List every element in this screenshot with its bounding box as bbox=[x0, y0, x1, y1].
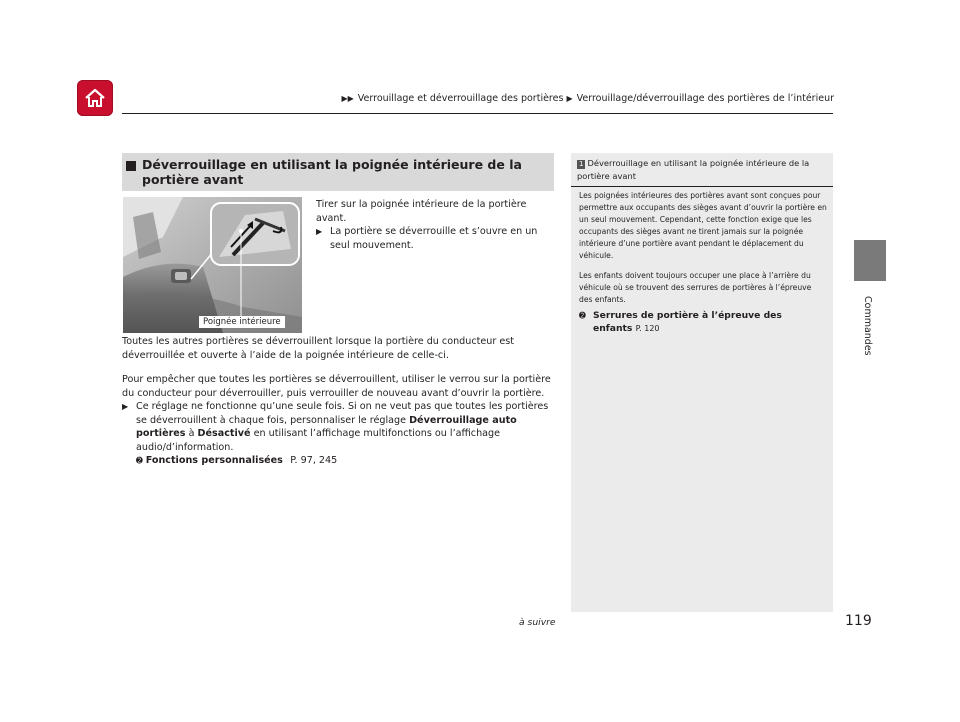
setting-name: Déverrouillage auto portières bbox=[136, 414, 517, 439]
notes-paragraph-2: Les enfants doivent toujours occuper une place à l’arrière du véhicule où se trouvent des serrures de portières à l’épreuve des enfants. bbox=[579, 271, 812, 304]
notes-number: 1 bbox=[579, 160, 584, 168]
header-rule bbox=[122, 113, 833, 114]
step-result bbox=[316, 225, 556, 252]
breadcrumb-item-interior[interactable]: Verrouillage/déverrouillage des portières de l’intérieur bbox=[576, 93, 834, 104]
home-icon bbox=[83, 86, 107, 110]
heading-square-icon bbox=[126, 161, 136, 171]
xref-arrow-icon: ➋ bbox=[579, 311, 586, 320]
paragraph-other-doors: Toutes les autres portières se déverrouillent lorsque la portière du conducteur est déverrouillée et ouverte à l’aide de la poignée intérieure de celle-ci. bbox=[122, 336, 515, 361]
page-number: 119 bbox=[845, 613, 872, 629]
breadcrumb bbox=[341, 93, 834, 104]
notes-sidebar bbox=[571, 153, 833, 612]
prevent-unlock-text: Pour empêcher que toutes les portières se déverrouillent, utiliser le verrou sur la portière du conducteur pour déverrouiller, puis verrouiller de nouveau avant d’ouvrir la portière. bbox=[122, 374, 551, 399]
section-heading-text: Déverrouillage en utilisant la poignée intérieure de la portière avant bbox=[142, 157, 522, 187]
inner-handle-callout: Poignée intérieure bbox=[199, 316, 285, 328]
section-heading bbox=[122, 153, 554, 191]
setting-value: Désactivé bbox=[197, 428, 251, 439]
continued-label: à suivre bbox=[519, 617, 556, 628]
instruction-step bbox=[316, 198, 556, 252]
chapter-tab[interactable] bbox=[854, 240, 886, 281]
notes-body bbox=[579, 190, 827, 314]
chapter-label: Commandes bbox=[862, 296, 873, 356]
note-text-a: Ce réglage ne fonctionne qu’une seule fois. Si on ne veut pas que toutes les portières se déverrouillent à chaque fois, personnaliser le réglage bbox=[136, 401, 549, 426]
notes-heading bbox=[577, 157, 827, 183]
paragraph-prevent-unlock bbox=[122, 373, 554, 468]
door-handle-photo bbox=[123, 197, 302, 333]
xref-label[interactable]: Fonctions personnalisées bbox=[145, 455, 283, 466]
result-arrow-icon: ▶ bbox=[316, 227, 323, 236]
step-text: Tirer sur la poignée intérieure de la portière avant. bbox=[316, 199, 527, 224]
xref-child-locks[interactable] bbox=[579, 310, 813, 335]
note-text-c: en utilisant l’affichage multifonctions ou l’affichage audio/d’information. bbox=[136, 428, 501, 453]
prevent-unlock-note bbox=[122, 400, 554, 468]
xref-child-locks-label[interactable]: Serrures de portière à l’épreuve des enfants bbox=[593, 310, 782, 334]
breadcrumb-separator: ▶ bbox=[566, 94, 573, 103]
breadcrumb-marker: ▶▶ bbox=[341, 94, 354, 103]
step-result-text: La portière se déverrouille et s’ouvre en un seul mouvement. bbox=[330, 226, 538, 251]
xref-arrow-icon: ➋ bbox=[136, 456, 143, 465]
note-arrow-icon: ▶ bbox=[122, 402, 129, 411]
xref-custom-features[interactable] bbox=[136, 454, 554, 468]
xref-child-locks-page[interactable]: P. 120 bbox=[635, 323, 660, 333]
xref-pages[interactable]: P. 97, 245 bbox=[290, 455, 338, 466]
notes-rule bbox=[571, 186, 833, 187]
notes-paragraph-1: Les poignées intérieures des portières avant sont conçues pour permettre aux occupants des sièges avant d’ouvrir la portière en un seul mouvement. Cependant, cette fonction exige que les occupants des sièges avant ne tirent jamais sur la poignée intérieure d’une portière avant pendant le déplacement du véhicule. bbox=[579, 191, 827, 260]
notes-heading-text: Déverrouillage en utilisant la poignée intérieure de la portière avant bbox=[577, 158, 810, 181]
note-text-b: à bbox=[188, 428, 195, 439]
breadcrumb-item-locking[interactable]: Verrouillage et déverrouillage des portières bbox=[357, 93, 564, 104]
home-button[interactable] bbox=[77, 80, 113, 116]
